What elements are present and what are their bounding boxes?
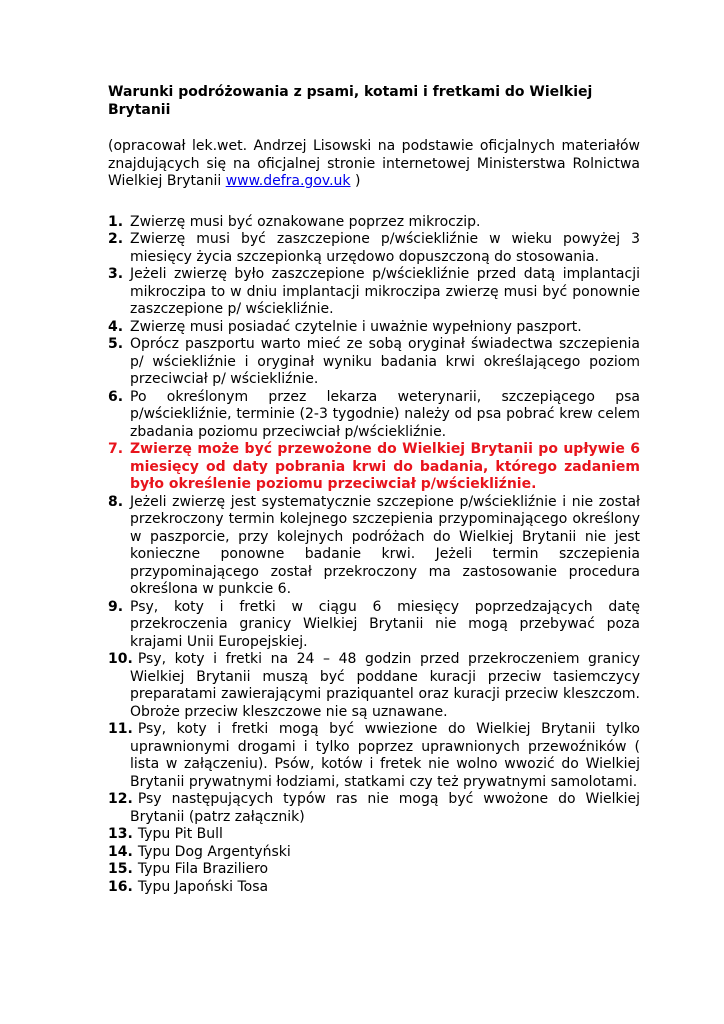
item-text: Po określonym przez lekarza weterynarii, szczepiącego psa p/wściekliźnie, terminie (2-3 tygodnie) należy od psa pobrać krew celem zbadania poziomu przeciwciał p/wściekliźnie. xyxy=(130,388,640,440)
conditions-list xyxy=(108,214,640,897)
item-text: Typu Dog Argentyński xyxy=(137,843,291,860)
list-item xyxy=(108,826,640,844)
intro-text: (opracował lek.wet. Andrzej Lisowski na podstawie oficjalnych materiałów znajdujących się na oficjalnej stronie internetowej Ministerstwa Rolnictwa Wielkiej Brytanii xyxy=(108,138,640,189)
list-item xyxy=(108,721,640,791)
item-number: 10. xyxy=(108,651,133,667)
list-item xyxy=(108,214,640,232)
list-item xyxy=(108,319,640,337)
item-number: 9. xyxy=(108,598,124,615)
item-number: 2. xyxy=(108,231,124,247)
item-text: Typu Fila Braziliero xyxy=(137,861,269,877)
item-number: 1. xyxy=(108,213,124,230)
list-item xyxy=(108,336,640,389)
intro-paragraph xyxy=(108,138,640,191)
item-text: Jeżeli zwierzę było zaszczepione p/wściekliźnie przed datą implantacji mikroczipa to w dniu implantacji mikroczipa zwierzę musi być ponownie zaszczepione p/ wściekliźnie. xyxy=(130,266,640,317)
list-item xyxy=(108,879,640,897)
defra-link[interactable]: www.defra.gov.uk xyxy=(225,173,351,189)
item-number: 3. xyxy=(108,266,124,282)
list-item xyxy=(108,266,640,319)
item-number: 15. xyxy=(108,861,133,877)
list-item xyxy=(108,844,640,862)
document-title: Warunki podróżowania z psami, kotami i fretkami do Wielkiej Brytanii xyxy=(108,84,593,118)
item-text: Zwierzę musi być zaszczepione p/wściekliźnie w wieku powyżej 3 miesięcy życia szczepionką urzędowo dopuszczoną do stosowania. xyxy=(130,231,640,265)
item-number: 8. xyxy=(108,493,124,510)
item-number: 16. xyxy=(108,878,133,895)
item-number: 6. xyxy=(108,388,124,405)
list-item xyxy=(108,599,640,652)
item-text: Typu Japoński Tosa xyxy=(137,878,269,895)
item-text: Zwierzę może być przewożone do Wielkiej Brytanii po upływie 6 miesięcy od daty pobrania krwi do badania, którego zadaniem było określenie poziomu przeciwciał p/wściekliźnie. xyxy=(130,441,640,492)
item-number: 14. xyxy=(108,843,133,860)
list-item xyxy=(108,494,640,599)
item-text: Oprócz paszportu warto mieć ze sobą oryginał świadectwa szczepienia p/ wściekliźnie i oryginał wyniku badania krwi określającego poziom przeciwciał p/ wściekliźnie. xyxy=(130,336,640,387)
item-number: 7. xyxy=(108,441,124,457)
list-item xyxy=(108,389,640,442)
list-item xyxy=(108,791,640,826)
item-text: Jeżeli zwierzę jest systematycznie szczepione p/wściekliźnie i nie został przekroczony termin kolejnego szczepienia przypominającego określony w paszporcie, przy kolejnych podróżach do Wielkiej Brytanii nie jest konieczne ponowne badanie krwi. Jeżeli termin szczepienia przypominającego został przekroczony ma zastosowanie procedura określona w punkcie 6. xyxy=(130,493,640,597)
item-text: Zwierzę musi posiadać czytelnie i uważnie wypełniony paszport. xyxy=(130,318,582,335)
item-text: Psy, koty i fretki na 24 – 48 godzin przed przekroczeniem granicy Wielkiej Brytanii muszą być poddane kuracji przeciw tasiemczycy preparatami zawierającymi praziquantel oraz kuracji przeciw kleszczom. Obroże przeciw kleszczowe nie są uznawane. xyxy=(130,651,640,720)
item-text: Typu Pit Bull xyxy=(137,826,223,842)
list-item xyxy=(108,231,640,266)
item-text: Zwierzę musi być oznakowane poprzez mikroczip. xyxy=(130,213,481,230)
item-number: 5. xyxy=(108,336,124,352)
item-text: Psy, koty i fretki mogą być wwiezione do Wielkiej Brytanii tylko uprawnionymi drogami i tylko poprzez uprawnionych przewoźników ( lista w załączeniu). Psów, kotów i fretek nie wolno wwozić do Wielkiej Brytanii prywatnymi łodziami, statkami czy też prywatnymi samolotami. xyxy=(130,721,640,790)
intro-text-end: ) xyxy=(350,173,361,189)
item-number: 4. xyxy=(108,318,124,335)
item-text: Psy następujących typów ras nie mogą być wwożone do Wielkiej Brytanii (patrz załącznik) xyxy=(130,791,640,825)
list-item-highlighted xyxy=(108,441,640,494)
document-page xyxy=(108,84,640,896)
item-number: 11. xyxy=(108,721,133,737)
list-item xyxy=(108,861,640,879)
list-item xyxy=(108,651,640,721)
item-number: 13. xyxy=(108,826,133,842)
item-number: 12. xyxy=(108,791,133,807)
item-text: Psy, koty i fretki w ciągu 6 miesięcy poprzedzających datę przekroczenia granicy Wielkiej Brytanii nie mogą przebywać poza krajami Unii Europejskiej. xyxy=(130,598,640,650)
